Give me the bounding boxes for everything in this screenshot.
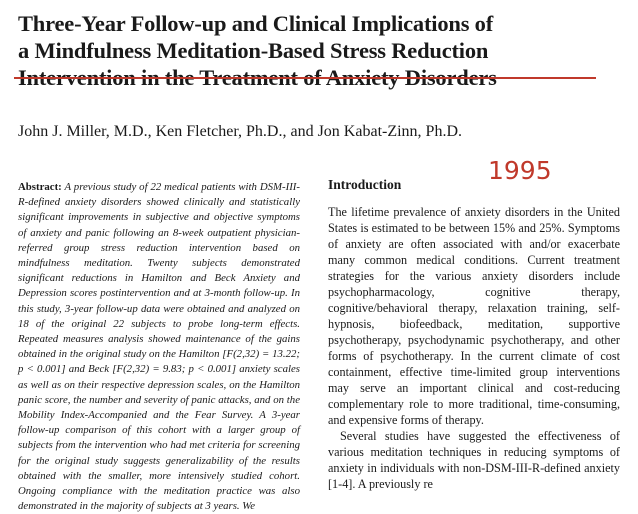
author-list: John J. Miller, M.D., Ken Fletcher, Ph.D., and Jon Kabat-Zinn, Ph.D. (18, 123, 463, 140)
abstract-label: Abstract: (18, 181, 62, 193)
year-annotation: 1995 (488, 156, 552, 185)
introduction-heading: Introduction (328, 177, 402, 192)
introduction-paragraph-2: Several studies have suggested the effectiveness of various meditation techniques in reducing symptoms of anxiety in individuals with non-DSM-III-R-defined anxiety [1-4]. A previously re (328, 429, 620, 491)
abstract (18, 180, 300, 513)
title-line-2: a Mindfulness Meditation-Based Stress Reduction (18, 38, 489, 63)
title-line-3: Intervention in the Treatment of Anxiety Disorders (18, 65, 497, 90)
title-line-1: Three-Year Follow-up and Clinical Implications of (18, 11, 494, 36)
red-underline-annotation (14, 77, 596, 79)
abstract-text: A previous study of 22 medical patients with DSM-III-R-defined anxiety disorders showed clinically and statistically significant improvements in subjective and objective symptoms of anxiety and panic following an 8-week outpatient physician-referred group stress reduction intervention based on mindfulness meditation. Twenty subjects demonstrated significant reductions in Hamilton and Beck Anxiety and Depression scores postintervention and at 3-month follow-up. In this study, 3-year follow-up data were obtained and analyzed on 18 of the original 22 subjects to probe long-term effects. Repeated measures analysis showed maintenance of the gains obtained in the original study on the Hamilton [F(2,32) = 13.22; p < 0.001] and Beck [F(2,32) = 9.83; p < 0.001] anxiety scales as well as on their respective depression scales, on the Hamilton panic score, the number and severity of panic attacks, and on the Mobility Index-Accompanied and the Fear Survey. A 3-year follow-up comparison of this cohort with a larger group of subjects from the intervention who had met criteria for screening for the original study suggests generalizability of the results obtained with the smaller, more intensively studied cohort. Ongoing compliance with the meditation practice was also demonstrated in the majority of subjects at 3 years. We (18, 181, 300, 513)
introduction-section (328, 176, 620, 491)
introduction-paragraph-1: The lifetime prevalence of anxiety disorders in the United States is estimated to be between 15% and 25%. Symptoms of anxiety are often associated with and/or exacerbate many common medical conditions. Current treatment strategies for the various anxiety disorders include psychopharmacology, cognitive therapy, cognitive/behavioral therapy, relaxation training, self-hypnosis, biofeedback, meditation, supportive psychotherapy, psychodynamic psychotherapy, and other forms of psychotherapy. In the current climate of cost containment, effective time-limited group interventions may serve an important clinical and cost-reducing complementary role to more traditional, time-consuming, and expensive forms of therapy. (328, 205, 620, 427)
